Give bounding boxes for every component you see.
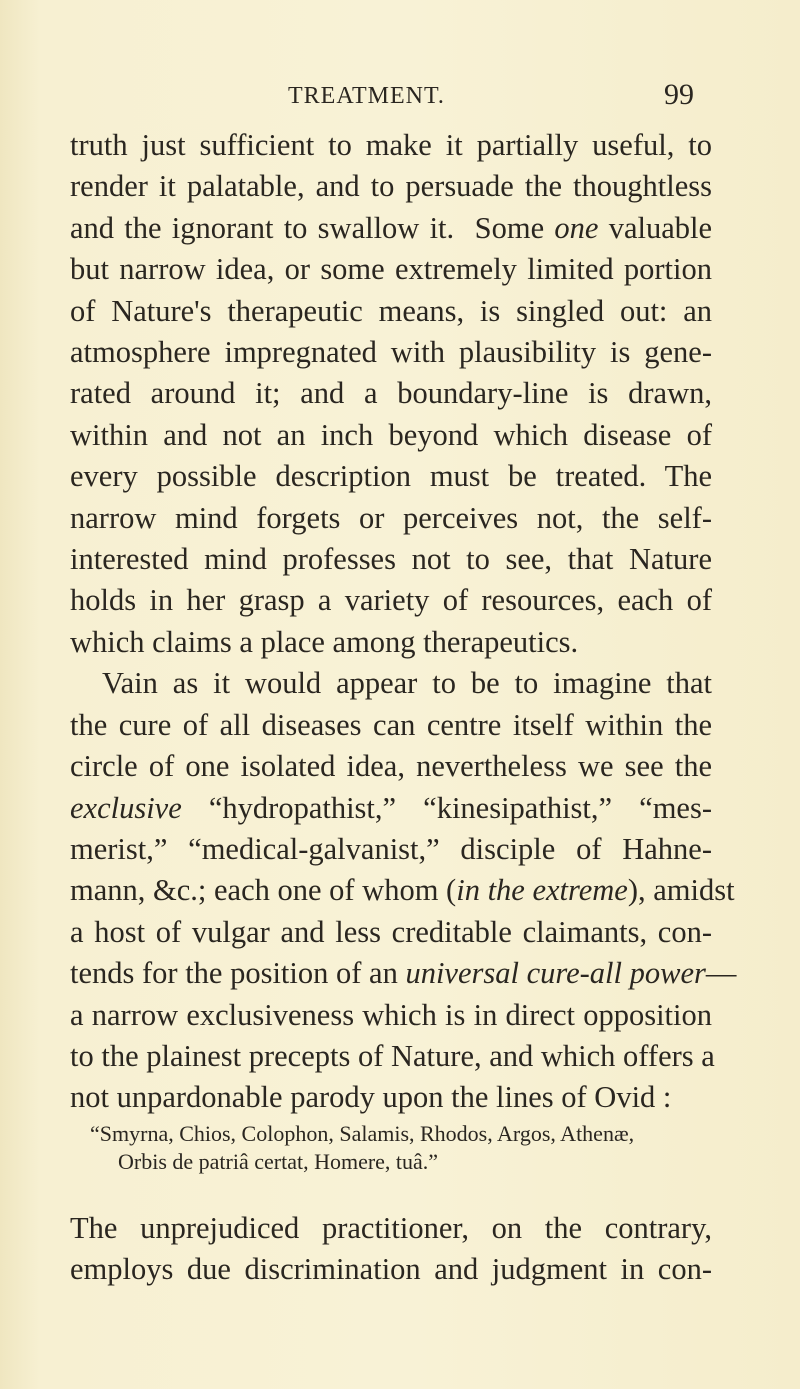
running-head: TREATMENT. [288,83,445,109]
closing-paragraph [70,1208,712,1291]
text-line: merist,” “medical-galvanist,” disciple of Hahne- [70,831,712,866]
text-line: of Nature's therapeutic means, is singled out: an [70,293,712,328]
text-line: mann, &c.; each one of whom (in the extreme), amidst [70,873,735,908]
emphasis-universal: universal cure-all power [405,956,706,991]
verse-line: “Smyrna, Chios, Colophon, Salamis, Rhodos, Argos, Athenæ, [90,1121,635,1146]
text-line: a host of vulgar and less creditable claimants, con- [70,914,712,949]
text-line: within and not an inch beyond which disease of [70,417,712,452]
text-line: tends for the position of an universal cure-all power— [70,956,737,991]
text-line: Vain as it would appear to be to imagine that [102,666,712,701]
text-line: circle of one isolated idea, nevertheless we see the [70,749,712,784]
text-line: render it palatable, and to persuade the thoughtless [70,169,712,204]
page-header [0,78,800,115]
text-line: which claims a place among therapeutics. [70,624,579,659]
verse-line: Orbis de patriâ certat, Homere, tuâ.” [118,1149,439,1174]
emphasis-exclusive: exclusive [70,790,182,825]
text-line: exclusive “hydropathist,” “kinesipathist,” “mes- [70,790,712,825]
text-line: every possible description must be treated. The [70,459,712,494]
text-line: the cure of all diseases can centre itself within the [70,707,712,742]
text-line: The unprejudiced practitioner, on the contrary, [70,1211,712,1245]
main-paragraphs [70,125,737,1119]
text-line: interested mind professes not to see, that Nature [70,542,712,577]
text-line: and the ignorant to swallow it. Some one valuable [70,210,712,245]
text-line: truth just sufficient to make it partially useful, to [70,128,712,162]
text-line: not unpardonable parody upon the lines of Ovid : [70,1080,672,1115]
text-line: atmosphere impregnated with plausibility is gene- [70,335,712,370]
quoted-verse [90,1120,710,1176]
text-line: to the plainest precepts of Nature, and which offers a [70,1038,715,1073]
text-line: narrow mind forgets or perceives not, the self- [70,500,712,535]
text-line: holds in her grasp a variety of resources, each of [70,583,712,618]
page-number: 99 [664,78,694,111]
text-line: rated around it; and a boundary-line is drawn, [70,376,712,411]
emphasis-extreme: in the extreme [456,873,628,908]
text-line: but narrow idea, or some extremely limited portion [70,252,712,287]
text-line: employs due discrimination and judgment in con- [70,1252,712,1287]
text-line: a narrow exclusiveness which is in direct opposition [70,997,712,1032]
emphasis-one: one [554,210,599,245]
